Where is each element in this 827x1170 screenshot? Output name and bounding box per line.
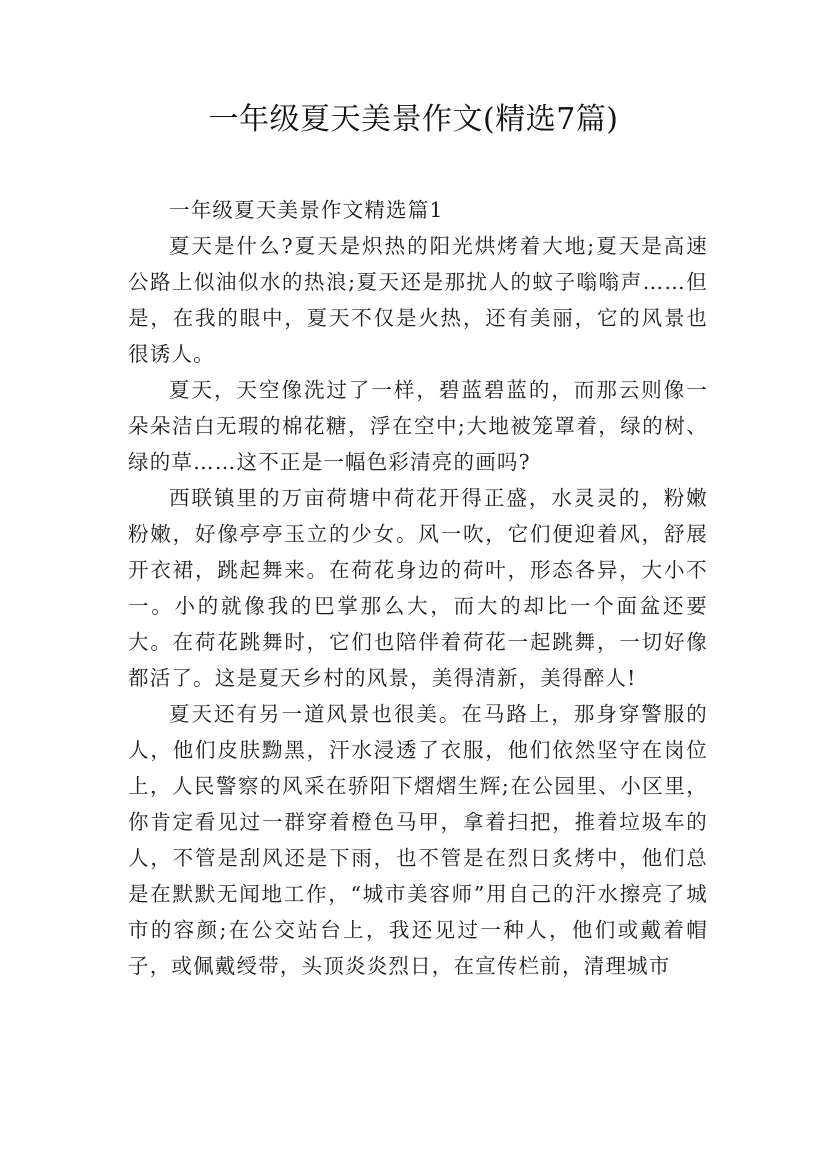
paragraph: 夏天，天空像洗过了一样，碧蓝碧蓝的，而那云则像一朵朵洁白无瑕的棉花糖，浮在空中;大地被笼罩着，绿的树、绿的草……这不正是一幅色彩清亮的画吗? bbox=[128, 378, 708, 474]
section-heading: 一年级夏天美景作文精选篇1 bbox=[169, 198, 444, 222]
document-title: 一年级夏天美景作文(精选7篇) bbox=[208, 102, 619, 137]
document-body bbox=[128, 192, 708, 984]
paragraph: 西联镇里的万亩荷塘中荷花开得正盛，水灵灵的，粉嫩粉嫩，好像亭亭玉立的少女。风一吹，它们便迎着风，舒展开衣裙，跳起舞来。在荷花身边的荷叶，形态各异，大小不一。小的就像我的巴掌那么大，而大的却比一个面盆还要大。在荷花跳舞时，它们也陪伴着荷花一起跳舞，一切好像都活了。这是夏天乡村的风景，美得清新，美得醉人! bbox=[128, 486, 708, 690]
paragraph: 夏天是什么?夏天是炽热的阳光烘烤着大地;夏天是高速公路上似油似水的热浪;夏天还是那扰人的蚊子嗡嗡声……但是，在我的眼中，夏天不仅是火热，还有美丽，它的风景也很诱人。 bbox=[128, 234, 708, 366]
paragraph: 夏天还有另一道风景也很美。在马路上，那身穿警服的人，他们皮肤黝黑，汗水浸透了衣服，他们依然坚守在岗位上，人民警察的风采在骄阳下熠熠生辉;在公园里、小区里，你肯定看见过一群穿着橙色马甲，拿着扫把，推着垃圾车的人，不管是刮风还是下雨，也不管是在烈日炙烤中，他们总是在默默无闻地工作，“城市美容师”用自己的汗水擦亮了城市的容颜;在公交站台上，我还见过一种人，他们或戴着帽子，或佩戴绶带，头顶炎炎烈日，在宣传栏前，清理城市 bbox=[128, 702, 708, 978]
